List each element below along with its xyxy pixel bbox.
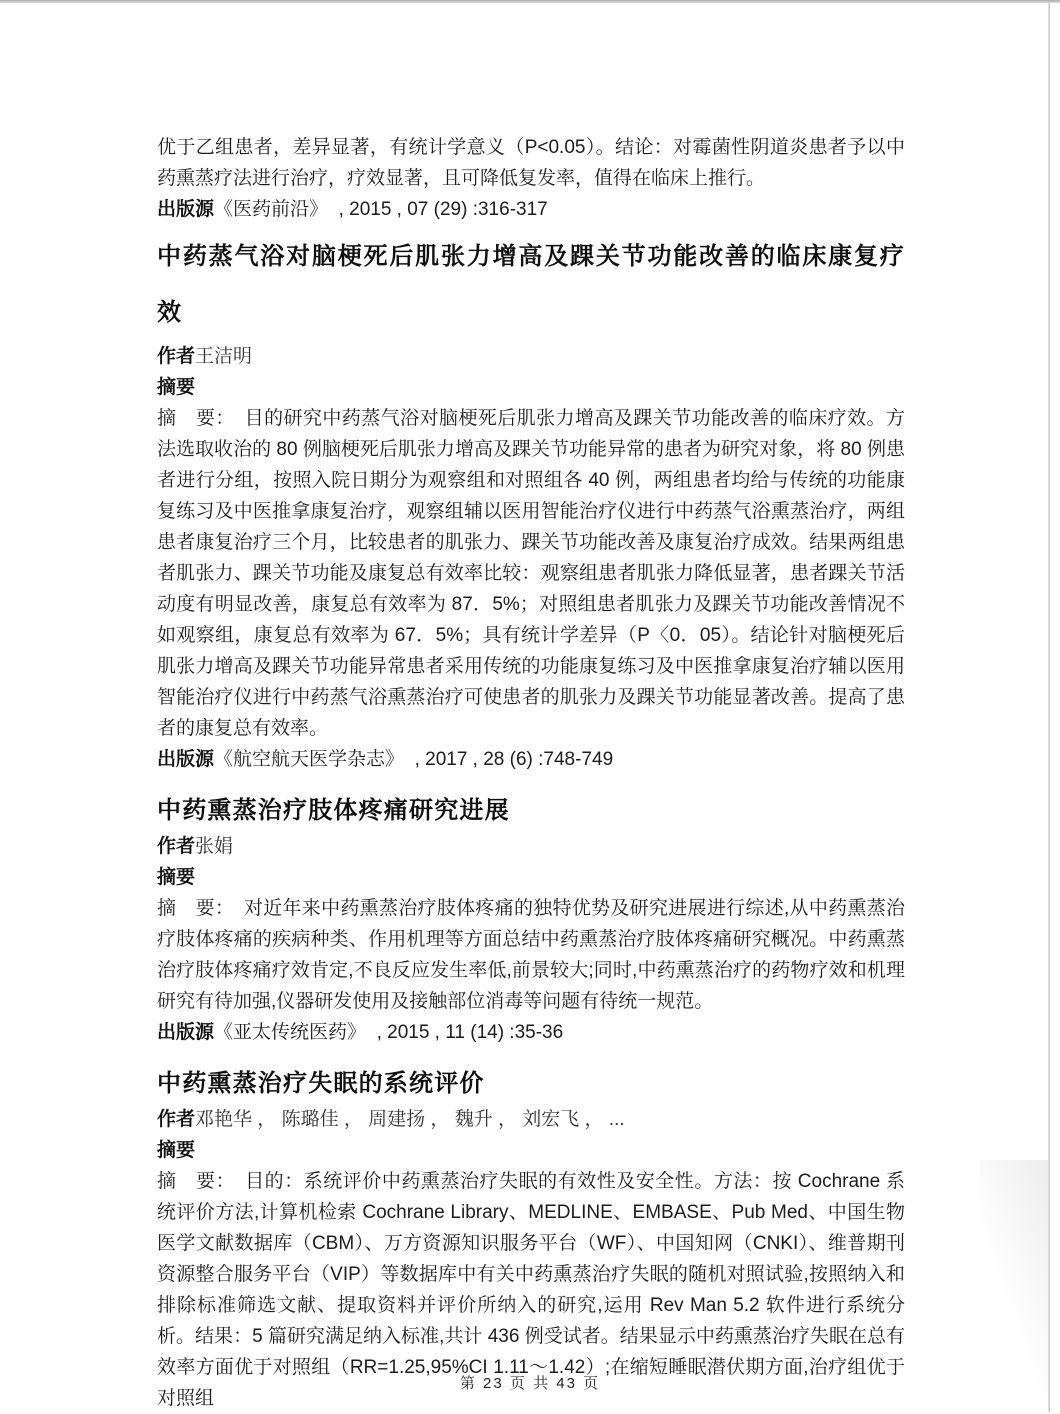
page-number-footer: 第 23 页 共 43 页: [459, 1375, 601, 1392]
source-label: 出版源: [157, 1022, 215, 1043]
abstract-text: 摘 要： 对近年来中药熏蒸治疗肢体疼痛的独特优势及研究进展进行综述,从中药熏蒸治疗肢体疼痛的疾病种类、作用机理等方面总结中药熏蒸治疗肢体疼痛研究概况。中药熏蒸治疗肢体疼痛疗效肯定,不良反应发生率低,前景较大;同时,中药熏蒸治疗的药物疗效和机理研究有待加强,仪器研发使用及接触部位消毒等问题有待统一规范。: [157, 898, 905, 1012]
abstract-text: 摘 要： 目的研究中药蒸气浴对脑梗死后肌张力增高及踝关节功能改善的临床疗效。方法选取收治的 80 例脑梗死后肌张力增高及踝关节功能异常的患者为研究对象，将 80 例患者进行分组，按照入院日期分为观察组和对照组各 40 例，两组患者均给与传统的功能康复练习及中医推拿康复治疗，观察组辅以医用智能治疗仪进行中药蒸气浴熏蒸治疗，两组患者康复治疗三个月，比较患者的肌张力、踝关节功能改善及康复治疗成效。结果两组患者肌张力、踝关节功能及康复总有效率比较：观察组患者肌张力降低显著，患者踝关节活动度有明显改善，康复总有效率为 87．5%；对照组患者肌张力及踝关节功能改善情况不如观察组，康复总有效率为 67．5%；具有统计学差异（P〈0．05）。结论针对脑梗死后肌张力增高及踝关节功能异常患者采用传统的功能康复练习及中医推拿康复治疗辅以医用智能治疗仪进行中药蒸气浴熏蒸治疗可使患者的肌张力及踝关节功能显著改善。提高了患者的康复总有效率。: [157, 408, 905, 739]
author-line: [157, 831, 905, 862]
author-names: 王洁明: [195, 346, 253, 367]
publication-source-line: [157, 1017, 905, 1048]
page-edge-right: [1048, 3, 1050, 1412]
author-line: [157, 341, 905, 372]
source-value: 《亚太传统医药》 , 2015 , 11 (14) :35-36: [214, 1022, 564, 1043]
publication-source-line: [157, 744, 905, 775]
author-names: 张娟: [195, 836, 234, 857]
page-edge-top: [0, 0, 1060, 3]
source-label: 出版源: [157, 749, 215, 770]
overflow-abstract-text: 优于乙组患者，差异显著，有统计学意义（P<0.05）。结论：对霉菌性阴道炎患者予以中药熏蒸疗法进行治疗，疗效显著，且可降低复发率，值得在临床上推行。: [157, 137, 905, 189]
publication-source-line: [157, 194, 905, 225]
author-line: [157, 1104, 905, 1135]
abstract-heading: 摘要: [157, 867, 196, 888]
paper-title: 中药蒸气浴对脑梗死后肌张力增高及踝关节功能改善的临床康复疗效: [157, 243, 905, 326]
abstract-heading: 摘要: [157, 1140, 196, 1161]
author-label: 作者: [157, 836, 196, 857]
paper-title: 中药熏蒸治疗肢体疼痛研究进展: [157, 797, 510, 824]
paper-entry: [157, 1064, 905, 1414]
paper-title: 中药熏蒸治疗失眠的系统评价: [157, 1070, 485, 1097]
abstract-heading: 摘要: [157, 377, 196, 398]
author-names: 邓艳华 ， 陈璐佳 ， 周建扬 ， 魏升 ， 刘宏飞 ， ...: [195, 1109, 625, 1130]
document-content: [157, 132, 905, 1414]
source-value: 《航空航天医学杂志》 , 2017 , 28 (6) :748-749: [214, 749, 614, 770]
author-label: 作者: [157, 346, 196, 367]
author-label: 作者: [157, 1109, 196, 1130]
paper-entry: [157, 229, 905, 775]
source-label: 出版源: [157, 199, 215, 220]
source-value: 《医药前沿》 , 2015 , 07 (29) :316-317: [214, 199, 548, 220]
abstract-text: 摘 要： 目的：系统评价中药熏蒸治疗失眠的有效性及安全性。方法：按 Cochrane 系统评价方法,计算机检索 Cochrane Library、MEDLINE、EMBASE、Pub Med、中国生物医学文献数据库（CBM）、万方资源知识服务平台（WF）、中国知网（CNKI）、维普期刊资源整合服务平台（VIP）等数据库中有关中药熏蒸治疗失眠的随机对照试验,按照纳入和排除标准筛选文献、提取资料并评价所纳入的研究,运用 Rev Man 5.2 软件进行系统分析。结果：5 篇研究满足纳入标准,共计 436 例受试者。结果显示中药熏蒸治疗失眠在总有效率方面优于对照组（RR=1.25,95%CI 1.11～1.42）;在缩短睡眠潜伏期方面,治疗组优于对照组: [157, 1171, 905, 1409]
paper-entry: [157, 791, 905, 1048]
